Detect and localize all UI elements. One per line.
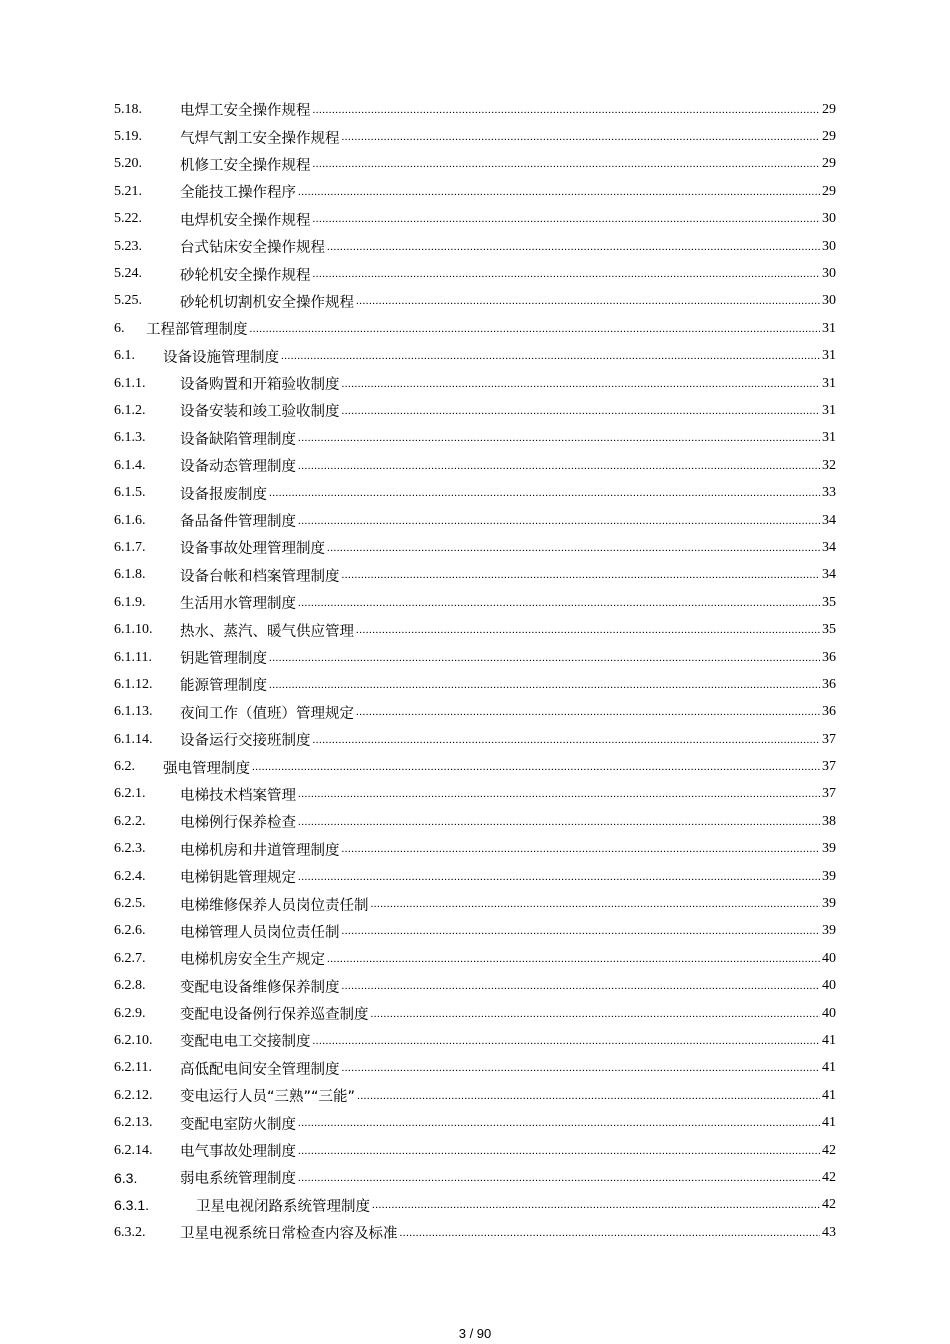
toc-entry-title: 设备动态管理制度 <box>180 459 296 476</box>
toc-entry-number: 5.21. <box>114 183 142 199</box>
toc-entry-number: 6.1.8. <box>114 567 146 583</box>
toc-entry-title: 卫星电视系统日常检查内容及标准 <box>180 1226 398 1243</box>
toc-dot-leader <box>357 1088 820 1104</box>
toc-dot-leader <box>342 567 821 583</box>
toc-entry-page: 40 <box>822 1005 836 1021</box>
toc-entry[interactable] <box>114 397 836 424</box>
toc-entry-title: 变配电室防火制度 <box>180 1116 296 1133</box>
toc-dot-leader <box>313 1033 821 1049</box>
toc-dot-leader <box>298 869 820 885</box>
toc-entry-number: 6.3. <box>114 1169 138 1186</box>
toc-entry-page: 39 <box>822 896 836 912</box>
toc-dot-leader <box>342 376 821 392</box>
toc-entry[interactable] <box>114 863 836 890</box>
toc-entry-number: 5.23. <box>114 238 142 254</box>
toc-entry[interactable] <box>114 1109 836 1136</box>
toc-dot-leader <box>269 485 820 501</box>
toc-entry-title: 电焊工安全操作规程 <box>180 103 311 120</box>
toc-entry-page: 38 <box>822 813 836 829</box>
toc-entry-page: 36 <box>822 649 836 665</box>
table-of-contents <box>114 96 836 1246</box>
toc-entry-page: 29 <box>822 101 836 117</box>
toc-entry[interactable] <box>114 315 836 342</box>
toc-entry[interactable] <box>114 945 836 972</box>
toc-entry[interactable] <box>114 260 836 287</box>
toc-entry[interactable] <box>114 370 836 397</box>
toc-entry[interactable] <box>114 781 836 808</box>
page-number: 3 / 90 <box>458 1326 492 1341</box>
toc-entry-title: 设备事故处理管理制度 <box>180 541 325 558</box>
toc-entry-page: 29 <box>822 156 836 172</box>
toc-entry-number: 6.2.3. <box>114 841 146 857</box>
toc-dot-leader <box>269 650 820 666</box>
toc-entry-page: 35 <box>822 594 836 610</box>
toc-entry-title: 变电运行人员“三熟”“三能” <box>180 1089 356 1106</box>
toc-entry-title: 台式钻床安全操作规程 <box>180 240 325 257</box>
toc-dot-leader <box>342 403 821 419</box>
toc-entry-number: 6.1.11. <box>114 649 152 665</box>
toc-entry-title: 夜间工作（值班）管理规定 <box>180 705 354 722</box>
toc-entry-page: 37 <box>822 731 836 747</box>
toc-dot-leader <box>327 540 820 556</box>
toc-entry-number: 6.1.2. <box>114 402 146 418</box>
toc-entry-page: 36 <box>822 676 836 692</box>
toc-dot-leader <box>313 732 821 748</box>
toc-entry-page: 31 <box>822 430 836 446</box>
toc-entry-number: 6. <box>114 320 125 336</box>
toc-entry[interactable] <box>114 288 836 315</box>
toc-entry-page: 39 <box>822 868 836 884</box>
toc-dot-leader <box>342 1060 821 1076</box>
toc-entry[interactable] <box>114 671 836 698</box>
toc-entry[interactable] <box>114 890 836 917</box>
toc-entry-number: 6.1.10. <box>114 622 153 638</box>
toc-entry-page: 39 <box>822 841 836 857</box>
toc-entry[interactable] <box>114 808 836 835</box>
toc-entry-title: 生活用水管理制度 <box>180 596 296 613</box>
toc-entry-title: 电梯技术档案管理 <box>180 787 296 804</box>
toc-dot-leader <box>313 266 821 282</box>
toc-entry[interactable] <box>114 726 836 753</box>
toc-entry-page: 30 <box>822 211 836 227</box>
toc-entry-title: 设备台帐和档案管理制度 <box>180 568 340 585</box>
toc-entry-number: 5.24. <box>114 266 142 282</box>
toc-entry-number: 6.3.1. <box>114 1197 150 1214</box>
toc-entry-title: 电焊机安全操作规程 <box>180 212 311 229</box>
toc-entry-title: 电梯钥匙管理规定 <box>180 870 296 887</box>
toc-entry-number: 6.1.1. <box>114 375 146 391</box>
toc-entry-number: 6.1.6. <box>114 512 146 528</box>
toc-dot-leader <box>298 786 820 802</box>
toc-entry[interactable] <box>114 699 836 726</box>
toc-entry-number: 6.1.7. <box>114 539 146 555</box>
toc-entry-number: 6.1.12. <box>114 676 153 692</box>
toc-entry-title: 设备报废制度 <box>180 486 267 503</box>
toc-dot-leader <box>356 293 820 309</box>
toc-entry[interactable] <box>114 452 836 479</box>
toc-entry-title: 钥匙管理制度 <box>180 651 267 667</box>
toc-entry-page: 31 <box>822 375 836 391</box>
toc-entry-title: 全能技工操作程序 <box>180 185 296 202</box>
toc-entry-page: 34 <box>822 539 836 555</box>
toc-dot-leader <box>327 951 820 967</box>
toc-dot-leader <box>298 513 820 529</box>
toc-dot-leader <box>342 129 821 145</box>
toc-entry[interactable] <box>114 1137 836 1164</box>
toc-entry[interactable] <box>114 1082 836 1109</box>
toc-entry-title: 强电管理制度 <box>163 760 250 777</box>
toc-entry[interactable] <box>114 534 836 561</box>
toc-entry-title: 设备安装和竣工验收制度 <box>180 404 340 421</box>
toc-entry-title: 电梯机房和井道管理制度 <box>180 842 340 859</box>
toc-dot-leader <box>356 622 820 638</box>
toc-entry-number: 5.19. <box>114 129 142 145</box>
toc-entry-title: 电气事故处理制度 <box>180 1144 296 1161</box>
toc-dot-leader <box>252 759 820 775</box>
toc-entry-number: 6.2.10. <box>114 1032 153 1048</box>
toc-entry-page: 40 <box>822 978 836 994</box>
toc-entry-page: 40 <box>822 950 836 966</box>
toc-entry-title: 设备运行交接班制度 <box>180 733 311 750</box>
toc-entry-number: 5.20. <box>114 156 142 172</box>
toc-entry-title: 砂轮机安全操作规程 <box>180 267 311 284</box>
toc-dot-leader <box>298 430 820 446</box>
toc-entry-title: 电梯管理人员岗位责任制 <box>180 924 340 941</box>
toc-entry-page: 29 <box>822 129 836 145</box>
toc-entry[interactable] <box>114 206 836 233</box>
toc-entry-number: 6.2.12. <box>114 1087 153 1103</box>
toc-entry-page: 41 <box>822 1087 836 1103</box>
toc-entry-number: 6.2.14. <box>114 1142 153 1158</box>
toc-entry[interactable] <box>114 836 836 863</box>
toc-dot-leader <box>269 677 820 693</box>
toc-entry-title: 卫星电视闭路系统管理制度 <box>196 1198 370 1215</box>
toc-entry-number: 6.2.7. <box>114 950 146 966</box>
toc-entry-page: 41 <box>822 1060 836 1076</box>
toc-dot-leader <box>250 321 821 337</box>
toc-entry[interactable] <box>114 1192 836 1219</box>
toc-entry-page: 30 <box>822 266 836 282</box>
toc-entry-title: 砂轮机切割机安全操作规程 <box>180 294 354 311</box>
toc-entry[interactable] <box>114 918 836 945</box>
toc-dot-leader <box>298 184 820 200</box>
toc-entry-title: 变配电设备例行保养巡查制度 <box>180 1007 369 1024</box>
toc-entry-page: 36 <box>822 704 836 720</box>
toc-entry[interactable] <box>114 1000 836 1027</box>
toc-entry-title: 电梯机房安全生产规定 <box>180 952 325 969</box>
toc-entry-number: 6.2.6. <box>114 923 146 939</box>
toc-entry[interactable] <box>114 123 836 150</box>
toc-entry-number: 6.2.11. <box>114 1060 152 1076</box>
toc-entry[interactable] <box>114 233 836 260</box>
toc-entry-page: 33 <box>822 485 836 501</box>
toc-entry[interactable] <box>114 562 836 589</box>
toc-entry-number: 6.2.8. <box>114 978 146 994</box>
toc-entry[interactable] <box>114 425 836 452</box>
toc-entry-page: 31 <box>822 320 836 336</box>
toc-entry[interactable] <box>114 616 836 643</box>
toc-dot-leader <box>356 704 820 720</box>
toc-entry-page: 42 <box>822 1197 836 1213</box>
toc-dot-leader <box>342 923 821 939</box>
toc-entry[interactable] <box>114 644 836 671</box>
toc-entry-number: 6.2.4. <box>114 868 146 884</box>
toc-dot-leader <box>342 978 821 994</box>
toc-entry-number: 6.2.5. <box>114 896 146 912</box>
toc-entry-number: 6.1.9. <box>114 594 146 610</box>
toc-entry-title: 高低配电间安全管理制度 <box>180 1061 340 1078</box>
toc-dot-leader <box>371 896 821 912</box>
toc-entry-number: 6.1.13. <box>114 704 153 720</box>
toc-entry-title: 变配电电工交接制度 <box>180 1034 311 1051</box>
toc-dot-leader <box>298 1115 820 1131</box>
toc-entry-title: 电梯维修保养人员岗位责任制 <box>180 897 369 914</box>
toc-entry-title: 热水、蒸汽、暖气供应管理 <box>180 623 354 640</box>
toc-entry[interactable] <box>114 1027 836 1054</box>
toc-entry-page: 41 <box>822 1032 836 1048</box>
toc-entry-page: 30 <box>822 238 836 254</box>
toc-entry-number: 6.1.5. <box>114 485 146 501</box>
toc-entry-title: 弱电系统管理制度 <box>180 1171 296 1188</box>
toc-dot-leader <box>313 156 821 172</box>
toc-dot-leader <box>281 348 820 364</box>
toc-entry-number: 6.2.2. <box>114 813 146 829</box>
toc-entry-number: 6.2.1. <box>114 786 146 802</box>
toc-entry-number: 5.22. <box>114 211 142 227</box>
toc-entry-number: 6.2.9. <box>114 1005 146 1021</box>
toc-entry-page: 41 <box>822 1115 836 1131</box>
toc-entry-title: 设备设施管理制度 <box>163 349 279 366</box>
toc-entry[interactable] <box>114 479 836 506</box>
toc-entry-page: 30 <box>822 293 836 309</box>
toc-dot-leader <box>327 239 820 255</box>
toc-entry-title: 电梯例行保养检查 <box>180 815 296 832</box>
toc-entry-page: 37 <box>822 759 836 775</box>
toc-entry-number: 6.2.13. <box>114 1115 153 1131</box>
toc-entry-title: 设备缺陷管理制度 <box>180 431 296 448</box>
toc-dot-leader <box>313 211 821 227</box>
toc-entry[interactable] <box>114 507 836 534</box>
toc-dot-leader <box>400 1225 821 1241</box>
toc-dot-leader <box>372 1197 820 1213</box>
toc-dot-leader <box>298 1143 820 1159</box>
toc-dot-leader <box>342 841 821 857</box>
toc-entry[interactable] <box>114 1164 836 1191</box>
toc-entry-page: 32 <box>822 457 836 473</box>
toc-entry-title: 气焊气割工安全操作规程 <box>180 130 340 147</box>
toc-entry-title: 工程部管理制度 <box>146 322 248 339</box>
toc-entry-page: 37 <box>822 786 836 802</box>
toc-dot-leader <box>298 458 820 474</box>
toc-entry-number: 6.3.2. <box>114 1224 146 1240</box>
toc-entry-page: 34 <box>822 512 836 528</box>
toc-dot-leader <box>298 595 820 611</box>
toc-dot-leader <box>371 1006 821 1022</box>
toc-entry-page: 42 <box>822 1169 836 1185</box>
toc-entry[interactable] <box>114 753 836 780</box>
toc-entry-page: 29 <box>822 183 836 199</box>
toc-entry[interactable] <box>114 589 836 616</box>
toc-entry-number: 6.1.4. <box>114 457 146 473</box>
toc-entry-number: 6.1.14. <box>114 731 153 747</box>
toc-entry-page: 31 <box>822 402 836 418</box>
toc-entry-title: 设备购置和开箱验收制度 <box>180 377 340 394</box>
toc-entry-page: 42 <box>822 1142 836 1158</box>
toc-dot-leader <box>298 1170 820 1186</box>
toc-entry-number: 6.2. <box>114 759 135 775</box>
toc-entry-title: 能源管理制度 <box>180 678 267 695</box>
toc-entry-page: 39 <box>822 923 836 939</box>
toc-entry-title: 机修工安全操作规程 <box>180 157 311 174</box>
toc-entry-page: 34 <box>822 567 836 583</box>
toc-entry-number: 6.1.3. <box>114 430 146 446</box>
toc-dot-leader <box>313 102 821 118</box>
toc-entry[interactable] <box>114 343 836 370</box>
toc-dot-leader <box>298 814 820 830</box>
toc-entry-number: 5.18. <box>114 101 142 117</box>
toc-entry[interactable] <box>114 178 836 205</box>
toc-entry-number: 6.1. <box>114 348 135 364</box>
toc-entry[interactable] <box>114 973 836 1000</box>
toc-entry[interactable] <box>114 151 836 178</box>
toc-entry[interactable] <box>114 1055 836 1082</box>
toc-entry-page: 35 <box>822 622 836 638</box>
toc-entry-title: 变配电设备维修保养制度 <box>180 979 340 996</box>
toc-entry-page: 43 <box>822 1224 836 1240</box>
toc-entry[interactable] <box>114 96 836 123</box>
toc-entry-title: 备品备件管理制度 <box>180 514 296 531</box>
toc-entry[interactable] <box>114 1219 836 1246</box>
toc-entry-number: 5.25. <box>114 293 142 309</box>
toc-entry-page: 31 <box>822 348 836 364</box>
